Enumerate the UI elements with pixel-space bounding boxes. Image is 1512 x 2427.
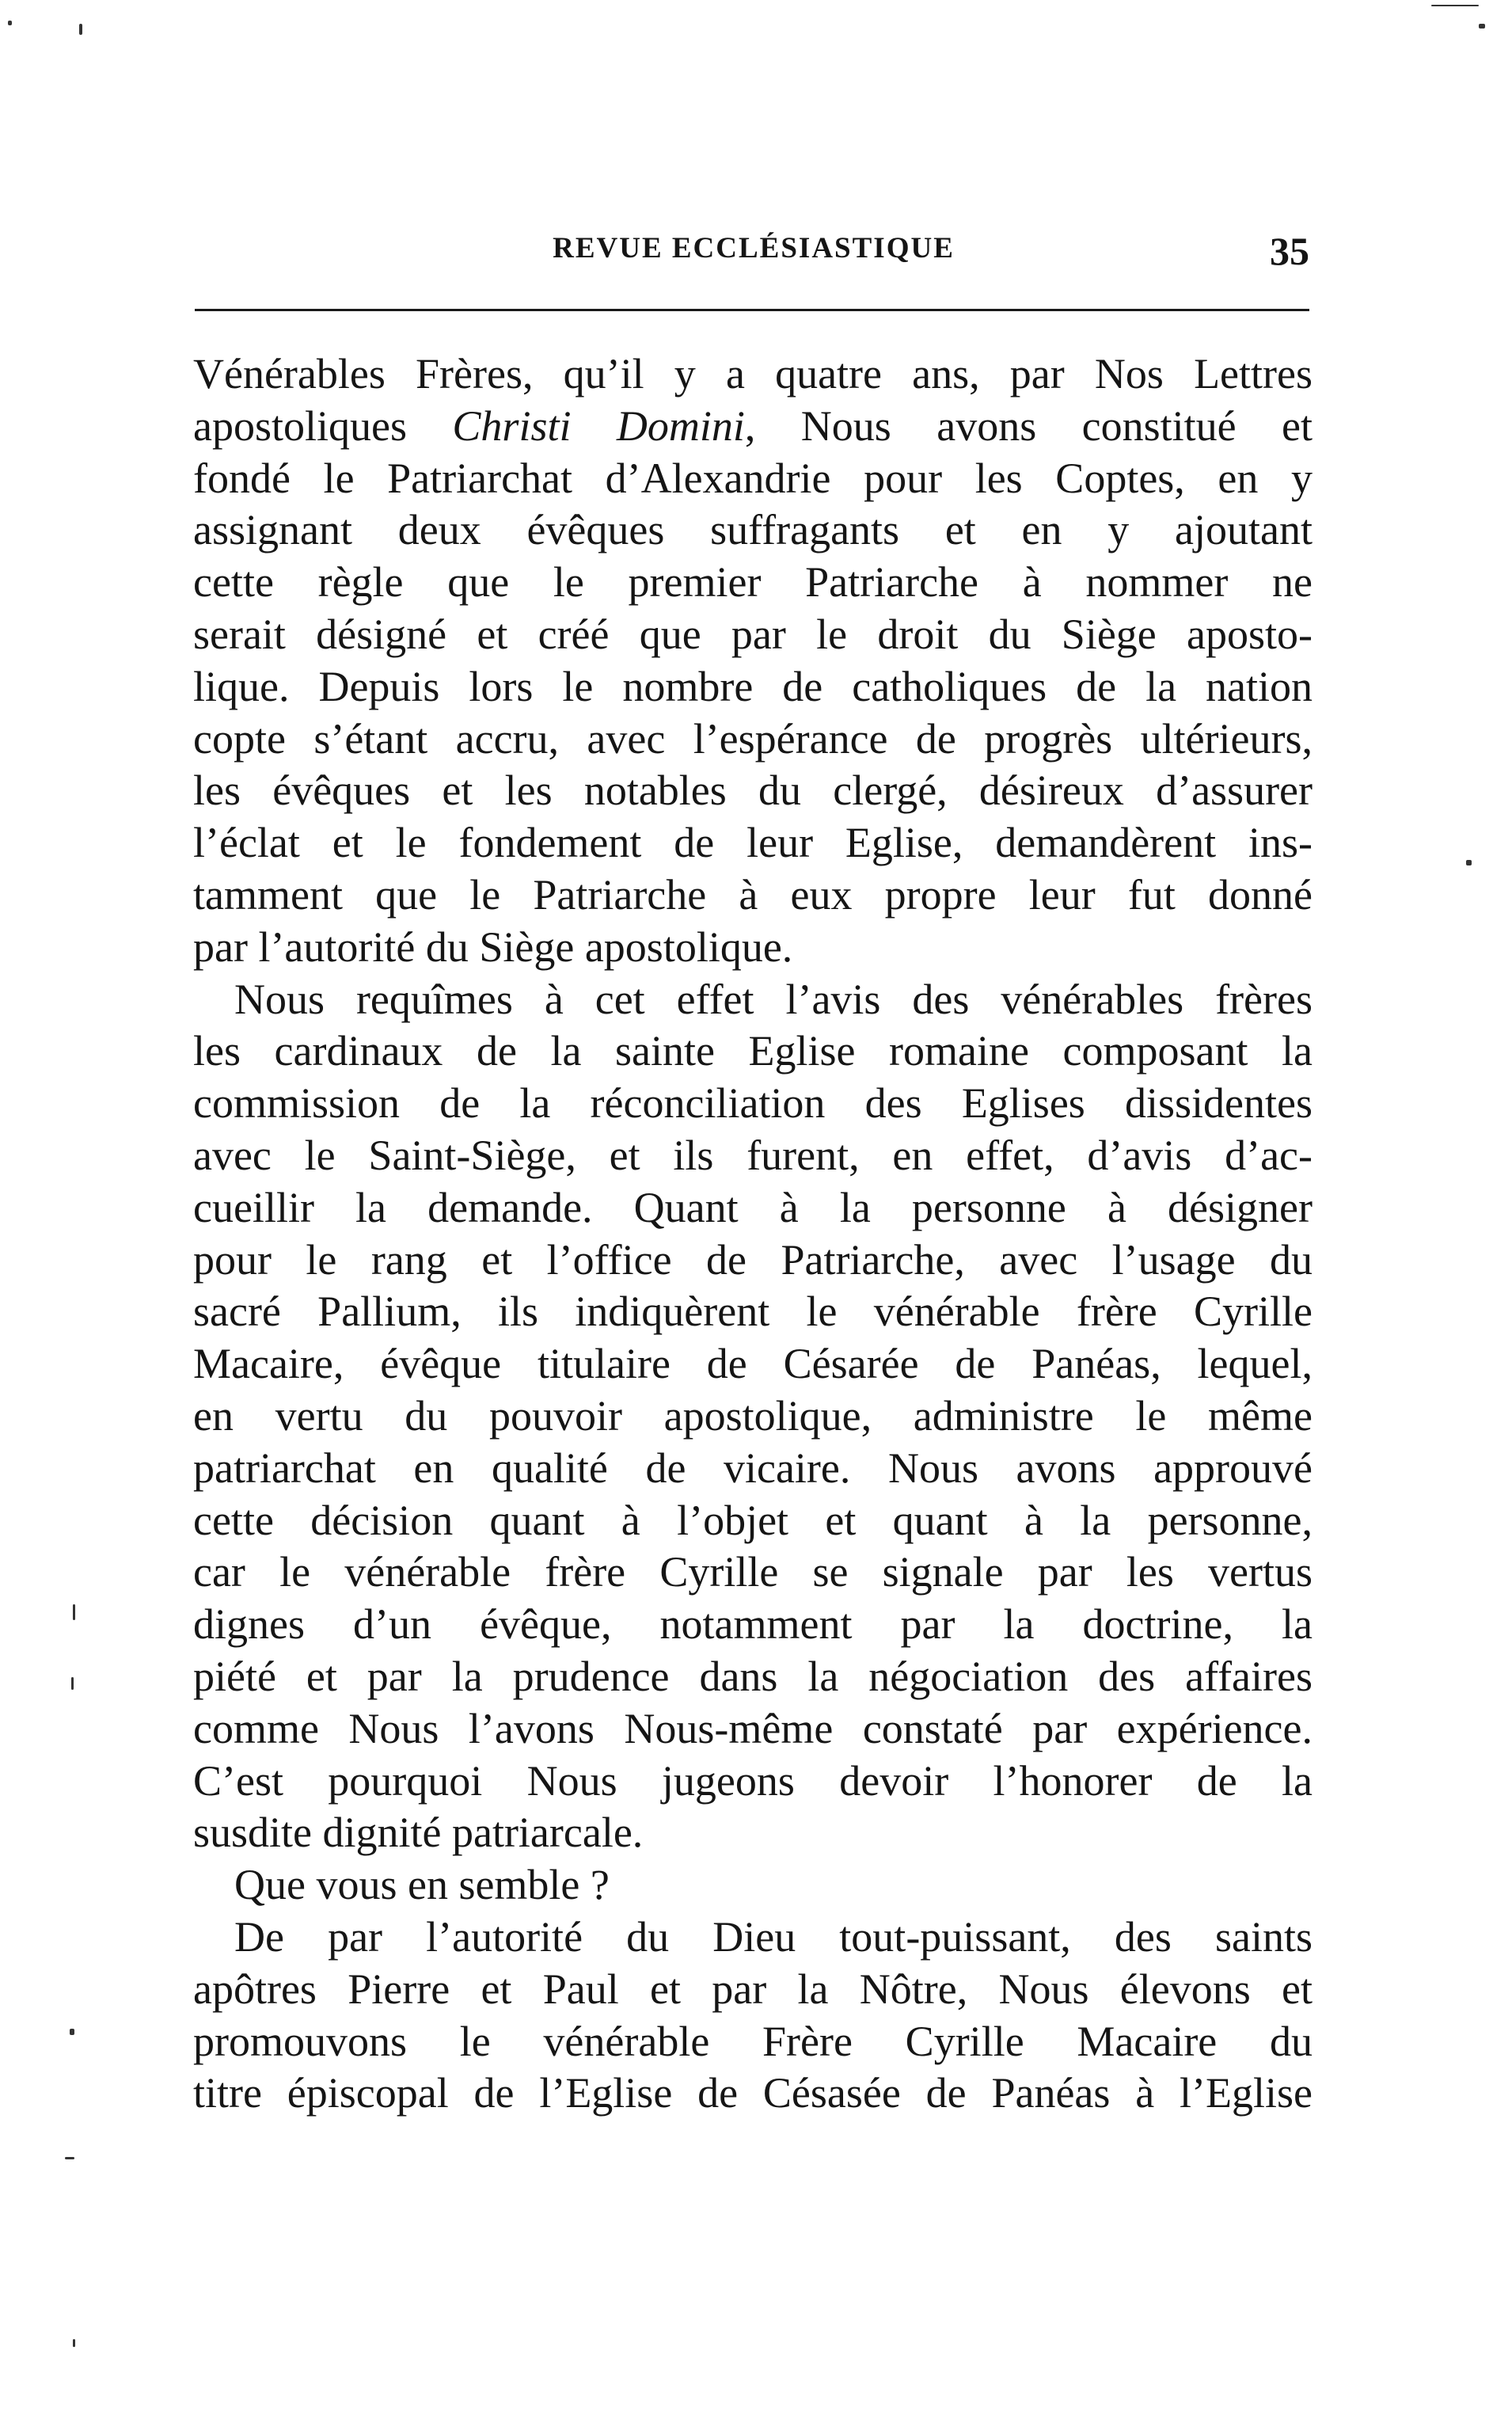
text-line: avec le Saint-Siège, et ils furent, en effet, d’avis d’ac-	[193, 1131, 1313, 1179]
text-line: tamment que le Patriarche à eux propre leur fut donné	[193, 870, 1313, 919]
text-line: assignant deux évêques suffragants et en y ajoutant	[193, 506, 1313, 554]
paragraph-start: Nous requîmes à cet effet l’avis des vénérables frères	[234, 975, 1313, 1023]
paragraph-start: Que vous en semble ?	[234, 1861, 610, 1909]
scan-speck	[65, 2157, 74, 2159]
text-line: car le vénérable frère Cyrille se signale par les vertus	[193, 1548, 1313, 1596]
text-line: piété et par la prudence dans la négociation des affaires	[193, 1652, 1313, 1700]
running-title: REVUE ECCLÉSIASTIQUE	[553, 232, 955, 264]
italic-title: Christi Domini	[452, 401, 745, 450]
scan-speck	[70, 2029, 74, 2035]
scan-speck	[73, 1604, 75, 1620]
scan-speck	[8, 21, 12, 25]
text-line: comme Nous l’avons Nous-même constaté par expérience.	[193, 1704, 1313, 1752]
text-line: commission de la réconciliation des Eglises dissidentes	[193, 1079, 1313, 1128]
text-line: serait désigné et créé que par le droit du Siège aposto-	[193, 610, 1313, 658]
text-segment: apostoliques	[193, 401, 453, 450]
text-line: les évêques et les notables du clergé, désireux d’assurer	[193, 767, 1313, 815]
text-line: apôtres Pierre et Paul et par la Nôtre, Nous élevons et	[193, 1965, 1313, 2013]
scan-speck	[1479, 24, 1485, 29]
text-line: Vénérables Frères, qu’il y a quatre ans, par Nos Lettres	[193, 350, 1313, 398]
text-line: cette décision quant à l’objet et quant à la personne,	[193, 1496, 1313, 1544]
header-rule	[195, 309, 1309, 311]
text-line: dignes d’un évêque, notamment par la doctrine, la	[193, 1600, 1313, 1649]
text-line: patriarchat en qualité de vicaire. Nous avons approuvé	[193, 1444, 1313, 1492]
running-head	[195, 228, 1313, 276]
text-line: titre épiscopal de l’Eglise de Césasée de Panéas à l’Eglise	[193, 2069, 1313, 2117]
scan-speck	[1431, 5, 1479, 6]
text-line: lique. Depuis lors le nombre de catholiques de la nation	[193, 662, 1313, 710]
text-line: Macaire, évêque titulaire de Césarée de Panéas, lequel,	[193, 1340, 1313, 1388]
paragraph-start: De par l’autorité du Dieu tout-puissant, des saints	[234, 1912, 1313, 1961]
text-line: sacré Pallium, ils indiquèrent le vénérable frère Cyrille	[193, 1288, 1313, 1336]
text-line: C’est pourquoi Nous jugeons devoir l’honorer de la	[193, 1756, 1313, 1805]
text-line: les cardinaux de la sainte Eglise romaine composant la	[193, 1027, 1313, 1075]
scan-speck	[79, 24, 82, 35]
text-line: cette règle que le premier Patriarche à nommer ne	[193, 558, 1313, 607]
text-line: fondé le Patriarchat d’Alexandrie pour les Coptes, en y	[193, 454, 1313, 502]
text-segment: , Nous avons constitué et	[744, 401, 1313, 450]
text-line: susdite dignité patriarcale.	[193, 1809, 644, 1857]
text-line: en vertu du pouvoir apostolique, administre le même	[193, 1391, 1313, 1440]
text-line: copte s’étant accru, avec l’espérance de progrès ultérieurs,	[193, 714, 1313, 763]
text-line: l’éclat et le fondement de leur Eglise, demandèrent ins-	[193, 819, 1313, 867]
text-line: promouvons le vénérable Frère Cyrille Macaire du	[193, 2017, 1313, 2065]
scan-speck	[71, 1677, 74, 1690]
body-text	[193, 348, 1313, 2120]
scan-speck	[1466, 860, 1472, 865]
text-line: cueillir la demande. Quant à la personne à désigner	[193, 1183, 1313, 1231]
scan-speck	[73, 2339, 75, 2347]
text-line: pour le rang et l’office de Patriarche, avec l’usage du	[193, 1235, 1313, 1284]
text-line: par l’autorité du Siège apostolique.	[193, 922, 793, 971]
text-line	[193, 401, 1313, 453]
page-number: 35	[1270, 229, 1309, 273]
